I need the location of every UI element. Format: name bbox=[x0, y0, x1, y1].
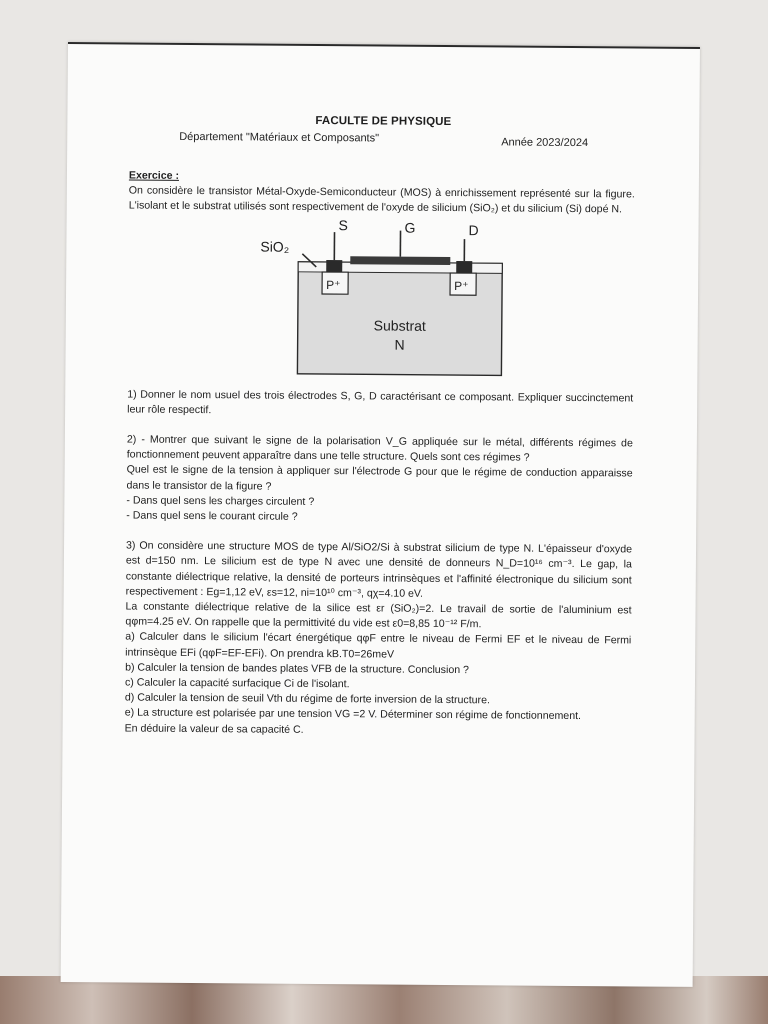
q3-part-a: a) Calculer dans le silicium l'écart énergétique qφF entre le niveau de Fermi EF et le niveau de Fermi intrinsèque EFi (qφF=EF-EFi). On prendra kB.T0=26meV bbox=[125, 630, 632, 661]
exercise-intro: On considère le transistor Métal-Oxyde-Semiconducteur (MOS) à enrichissement représenté sur la figure. L'isolant et le substrat utilisés sont respectivement de l'oxyde de silicium (SiO₂) et du silicium (Si) dopé N. bbox=[128, 184, 635, 216]
p-left-label: P⁺ bbox=[326, 277, 341, 292]
drain-label: D bbox=[468, 221, 479, 238]
mos-figure bbox=[127, 216, 634, 385]
mos-diagram bbox=[249, 217, 510, 384]
oxide-label: SiO₂ bbox=[260, 238, 290, 255]
q2-text-3: - Dans quel sens les charges circulent ? bbox=[126, 494, 315, 508]
question-1 bbox=[127, 387, 633, 421]
q1-text: 1) Donner le nom usuel des trois électrodes S, G, D caractérisant ce composant. Expliquer succinctement leur rôle respectif. bbox=[127, 388, 634, 416]
q3-intro: 3) On considère une structure MOS de type Al/SiO2/Si à substrat silicium de type N. L'épaisseur d'oxyde est d=150 nm. Le silicium est de type N avec une densité de donneurs N_D=10¹⁶ cm⁻³. Le gap, la constante diélectrique relative, la densité de porteurs intrinsèques et l'affinité électronique du silicium sont respectivement : Eg=1,12 eV, εs=12, ni=10¹⁰ cm⁻³, qχ=4.10 eV. bbox=[125, 539, 633, 600]
q3-part-c: c) Calculer la capacité surfacique Ci de l'isolant. bbox=[124, 676, 350, 691]
question-3 bbox=[125, 539, 633, 741]
q2-text-4: - Dans quel sens le courant circule ? bbox=[126, 509, 298, 523]
source-label: S bbox=[338, 217, 348, 233]
p-right-label: P⁺ bbox=[454, 278, 469, 293]
q3-part-e: e) La structure est polarisée par une tension VG =2 V. Déterminer son régime de fonctionnement. bbox=[124, 706, 582, 723]
substrate-type-label: N bbox=[394, 336, 405, 353]
exercise-title: Exercice : bbox=[128, 169, 180, 182]
gate-metal bbox=[350, 256, 450, 265]
q3-part-b: b) Calculer la tension de bandes plates VFB de la structure. Conclusion ? bbox=[125, 661, 470, 677]
drain-contact bbox=[456, 261, 472, 273]
q3-part-e-2: En déduire la valeur de sa capacité C. bbox=[124, 722, 304, 736]
substrate-label: Substrat bbox=[373, 317, 426, 334]
academic-year: Année 2023/2024 bbox=[501, 136, 589, 150]
q2-text-1: 2) - Montrer que suivant le signe de la polarisation V_G appliquée sur le métal, différents régimes de fonctionnement peuvent apparaître dans une telle structure. Quels sont ces régimes ? bbox=[126, 433, 633, 464]
q3-part-d: d) Calculer la tension de seuil Vth du régime de forte inversion de la structure. bbox=[124, 691, 490, 707]
exercise-content bbox=[125, 168, 635, 740]
gate-label: G bbox=[404, 219, 416, 236]
question-2 bbox=[126, 432, 633, 527]
exam-sheet bbox=[61, 42, 700, 987]
faculty-title: FACULTE DE PHYSIQUE bbox=[315, 114, 452, 129]
q2-text-2: Quel est le signe de la tension à appliquer sur l'électrode G pour que le régime de conduction apparaisse dans le transistor de la figure ? bbox=[126, 463, 633, 493]
department-name: Département "Matériaux et Composants" bbox=[179, 130, 380, 145]
q3-silica: La constante diélectrique relative de la silice est εr (SiO₂)=2. Le travail de sortie de l'aluminium est qφm=4.25 eV. On rappelle que la permittivité du vide est ε0=8,85 10⁻¹² F/m. bbox=[125, 600, 632, 631]
page-top-edge bbox=[68, 42, 700, 49]
source-contact bbox=[326, 260, 342, 272]
